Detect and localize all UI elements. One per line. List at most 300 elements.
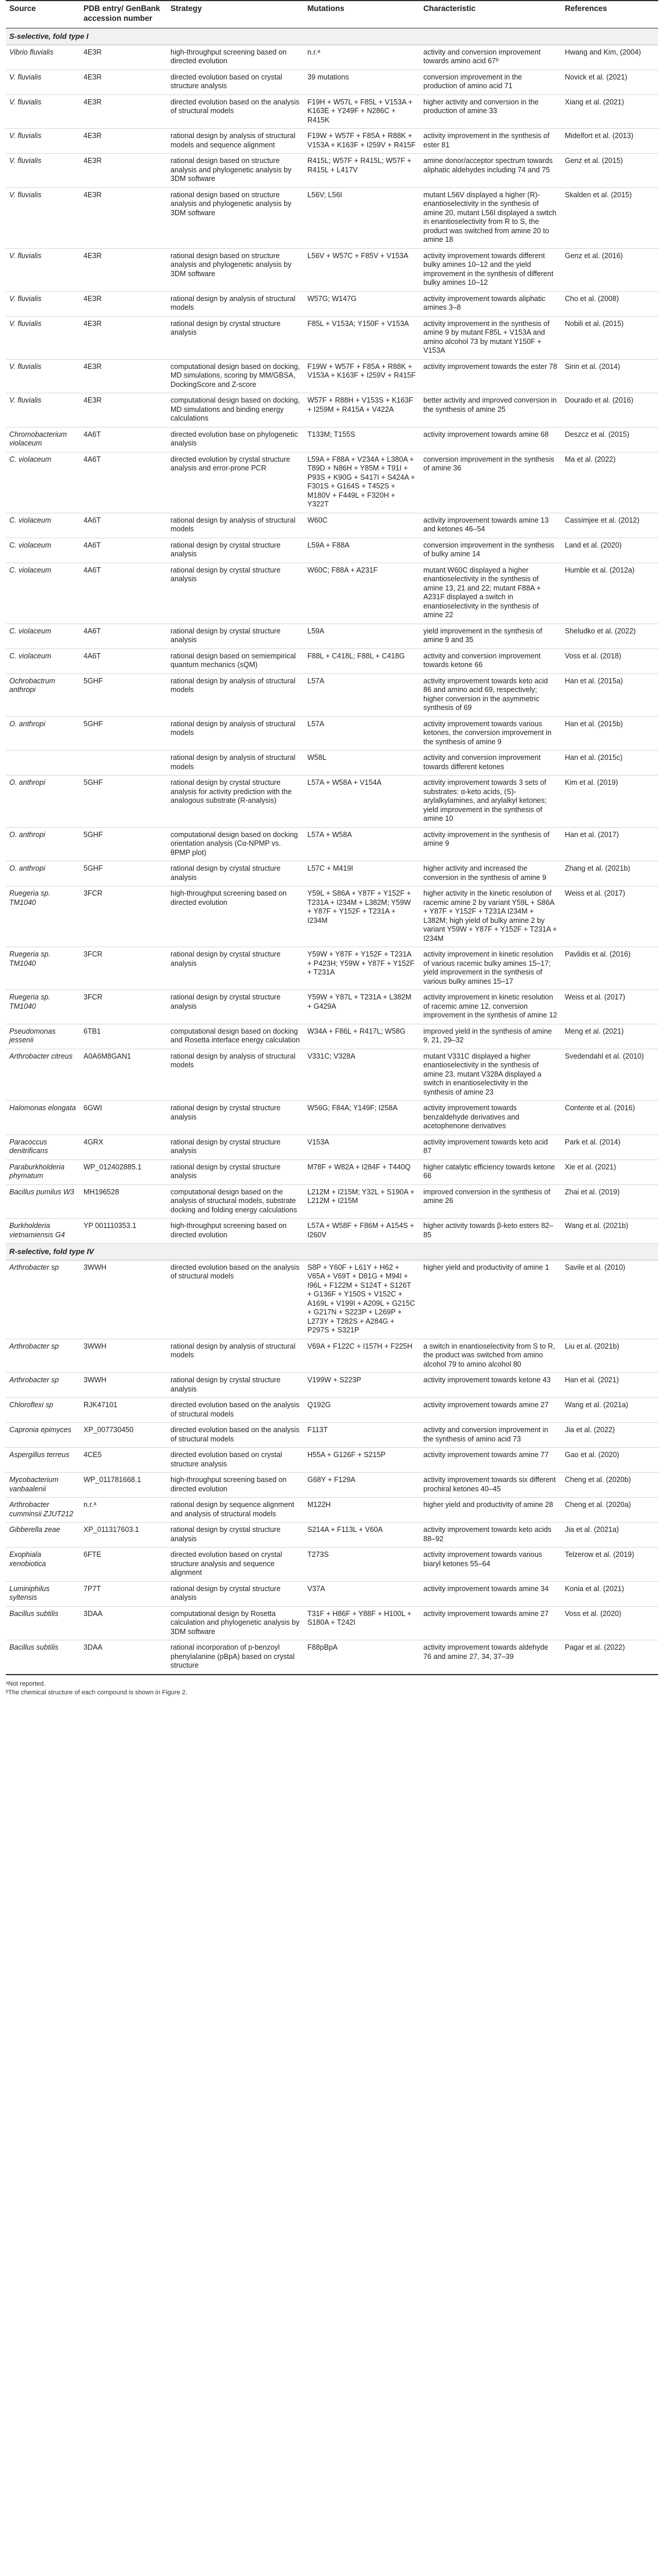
table-row: [6, 648, 658, 673]
cell-strategy: rational design based on structure analysis and phylogenetic analysis by 3DM software: [167, 154, 304, 188]
cell-reference: Telzerow et al. (2019): [561, 1548, 658, 1582]
header-mutations: Mutations: [304, 1, 420, 28]
table-row: [6, 154, 658, 188]
table-row: [6, 1260, 658, 1339]
cell-reference: Sheludko et al. (2022): [561, 624, 658, 648]
cell-accession: 6TB1: [80, 1024, 167, 1049]
cell-characteristic: higher activity towards β-keto esters 82–85: [420, 1219, 561, 1244]
cell-strategy: rational design by crystal structure analysis: [167, 538, 304, 563]
cell-accession: 4E3R: [80, 95, 167, 129]
table-row: [6, 1219, 658, 1244]
cell-reference: Genz et al. (2015): [561, 154, 658, 188]
cell-accession: 4E3R: [80, 187, 167, 248]
cell-source: V. fluvialis: [6, 359, 80, 393]
cell-accession: 3WWH: [80, 1260, 167, 1339]
cell-reference: Gao et al. (2020): [561, 1448, 658, 1473]
header-row: [6, 1, 658, 28]
cell-strategy: directed evolution based on crystal structure analysis: [167, 1448, 304, 1473]
cell-mutations: R415L; W57F + R415L; W57F + R415L + L417V: [304, 154, 420, 188]
cell-mutations: V153A: [304, 1135, 420, 1160]
cell-source: Pseudomonas jessenii: [6, 1024, 80, 1049]
cell-source: V. fluvialis: [6, 154, 80, 188]
cell-mutations: W60C: [304, 513, 420, 538]
cell-characteristic: conversion improvement in the synthesis of amine 36: [420, 452, 561, 513]
cell-reference: Voss et al. (2020): [561, 1606, 658, 1640]
table-row: [6, 513, 658, 538]
table-row: [6, 1606, 658, 1640]
cell-characteristic: activity improvement towards keto acid 87: [420, 1135, 561, 1160]
cell-mutations: M122H: [304, 1498, 420, 1523]
cell-characteristic: better activity and improved conversion in the synthesis of amine 25: [420, 393, 561, 427]
cell-characteristic: amine donor/acceptor spectrum towards aliphatic aldehydes including 74 and 75: [420, 154, 561, 188]
cell-accession: 3FCR: [80, 990, 167, 1024]
cell-reference: Jia et al. (2022): [561, 1423, 658, 1448]
cell-source: Chromobacterium violaceum: [6, 427, 80, 452]
cell-characteristic: activity and conversion improvement in the synthesis of amino acid 73: [420, 1423, 561, 1448]
table-row: [6, 1373, 658, 1398]
cell-mutations: Y59W + Y87L + T231A + L382M + G429A: [304, 990, 420, 1024]
cell-mutations: L57A: [304, 673, 420, 716]
cell-mutations: L57A + W58F + F86M + A154S + I260V: [304, 1219, 420, 1244]
cell-accession: 4E3R: [80, 316, 167, 359]
cell-reference: Wang et al. (2021a): [561, 1398, 658, 1423]
cell-characteristic: activity improvement towards different bulky amines 10–12 and the yield improvement in the synthesis of different bulky amines 10–12: [420, 248, 561, 291]
cell-characteristic: activity improvement towards amine 77: [420, 1448, 561, 1473]
table-row: [6, 1398, 658, 1423]
cell-mutations: F85L + V153A; Y150F + V153A: [304, 316, 420, 359]
cell-characteristic: activity improvement towards aliphatic amines 3–8: [420, 291, 561, 316]
cell-strategy: rational design by crystal structure analysis: [167, 861, 304, 886]
cell-characteristic: activity improvement towards six different prochiral ketones 40–45: [420, 1473, 561, 1498]
cell-mutations: W56G; F84A; Y149F; I258A: [304, 1101, 420, 1135]
cell-source: Arthrobacter sp: [6, 1339, 80, 1373]
cell-reference: Xie et al. (2021): [561, 1160, 658, 1184]
table-row: [6, 359, 658, 393]
cell-source: Paracoccus denitrificans: [6, 1135, 80, 1160]
cell-source: Paraburkholderia phymatum: [6, 1160, 80, 1184]
table-row: [6, 1184, 658, 1219]
cell-accession: 4E3R: [80, 248, 167, 291]
cell-accession: 3WWH: [80, 1373, 167, 1398]
table-row: [6, 1498, 658, 1523]
cell-source: C. violaceum: [6, 624, 80, 648]
cell-source: Arthrobacter sp: [6, 1373, 80, 1398]
cell-accession: 7P7T: [80, 1581, 167, 1606]
cell-characteristic: mutant V331C displayed a higher enantioselectivity in the synthesis of amine 23, mutant V328A displayed a switch in enantioselectivity in the synthesis of amine 23: [420, 1049, 561, 1101]
cell-source: Mycobacterium vanbaalenii: [6, 1473, 80, 1498]
cell-characteristic: higher catalytic efficiency towards ketone 66: [420, 1160, 561, 1184]
table-row: [6, 316, 658, 359]
cell-source: V. fluvialis: [6, 70, 80, 95]
cell-mutations: W57F + R88H + V153S + K163F + I259M + R415A + V422A: [304, 393, 420, 427]
cell-accession: 3DAA: [80, 1640, 167, 1675]
cell-accession: WP_012402885.1: [80, 1160, 167, 1184]
cell-reference: Liu et al. (2021b): [561, 1339, 658, 1373]
cell-characteristic: higher activity in the kinetic resolution of racemic amine 2 by variant Y59L + S86A + Y87F + Y152F + T231A I234M + L382M; high yield of bulky amine 2 by variant Y59W + Y87F + Y152F + T231A + I234M: [420, 886, 561, 947]
cell-mutations: Y59L + S86A + Y87F + Y152F + T231A + I234M + L382M; Y59W + Y87F + Y152F + T231A + I234M: [304, 886, 420, 947]
cell-accession: MH196528: [80, 1184, 167, 1219]
cell-mutations: L57A + W58A + V154A: [304, 776, 420, 828]
cell-characteristic: activity improvement towards amine 68: [420, 427, 561, 452]
cell-accession: XP_011317603.1: [80, 1523, 167, 1548]
cell-source: Gibberella zeae: [6, 1523, 80, 1548]
table-row: [6, 1523, 658, 1548]
table-row: [6, 1049, 658, 1101]
cell-source: Burkholderia vietnamiensis G4: [6, 1219, 80, 1244]
cell-strategy: rational design by analysis of structural models: [167, 716, 304, 751]
table-row: [6, 70, 658, 95]
cell-mutations: M78F + W82A + I284F + T440Q: [304, 1160, 420, 1184]
table-row: [6, 776, 658, 828]
cell-accession: 3DAA: [80, 1606, 167, 1640]
cell-mutations: 39 mutations: [304, 70, 420, 95]
cell-mutations: W57G; W147G: [304, 291, 420, 316]
cell-strategy: directed evolution based on the analysis of structural models: [167, 1260, 304, 1339]
cell-accession: YP 001110353.1: [80, 1219, 167, 1244]
cell-source: C. violaceum: [6, 563, 80, 624]
section-title: S-selective, fold type I: [6, 28, 658, 45]
cell-characteristic: activity improvement towards amine 27: [420, 1398, 561, 1423]
cell-accession: 4E3R: [80, 70, 167, 95]
cell-strategy: rational design by crystal structure analysis: [167, 1101, 304, 1135]
cell-source: V. fluvialis: [6, 95, 80, 129]
cell-reference: Wang et al. (2021b): [561, 1219, 658, 1244]
cell-source: V. fluvialis: [6, 316, 80, 359]
header-characteristic: Characteristic: [420, 1, 561, 28]
cell-reference: Konia et al. (2021): [561, 1581, 658, 1606]
cell-characteristic: activity improvement towards amine 34: [420, 1581, 561, 1606]
cell-characteristic: yield improvement in the synthesis of amine 9 and 35: [420, 624, 561, 648]
cell-source: Bacillus pumilus W3: [6, 1184, 80, 1219]
cell-source: Aspergillus terreus: [6, 1448, 80, 1473]
cell-accession: A0A6M8GAN1: [80, 1049, 167, 1101]
cell-mutations: V199W + S223P: [304, 1373, 420, 1398]
cell-characteristic: a switch in enantioselectivity from S to R, the product was switched from amino alcohol 79 to amino alcohol 80: [420, 1339, 561, 1373]
cell-accession: 4A6T: [80, 538, 167, 563]
cell-reference: Han et al. (2015c): [561, 751, 658, 776]
mutations-table: [6, 0, 658, 1675]
cell-strategy: rational design by analysis of structural models: [167, 673, 304, 716]
cell-accession: 4CE5: [80, 1448, 167, 1473]
cell-reference: Weiss et al. (2017): [561, 990, 658, 1024]
table-row: [6, 248, 658, 291]
header-references: References: [561, 1, 658, 28]
cell-characteristic: activity and conversion improvement towards amino acid 67ᵇ: [420, 45, 561, 70]
cell-accession: 4A6T: [80, 427, 167, 452]
table-row: [6, 393, 658, 427]
cell-mutations: W60C; F88A + A231F: [304, 563, 420, 624]
cell-reference: Pagar et al. (2022): [561, 1640, 658, 1675]
cell-source: Ruegeria sp. TM1040: [6, 947, 80, 990]
cell-reference: Savile et al. (2010): [561, 1260, 658, 1339]
table-row: [6, 947, 658, 990]
cell-accession: 5GHF: [80, 673, 167, 716]
cell-strategy: rational design by crystal structure analysis: [167, 624, 304, 648]
cell-reference: Han et al. (2015b): [561, 716, 658, 751]
cell-mutations: L57C + M419I: [304, 861, 420, 886]
cell-reference: Midelfort et al. (2013): [561, 129, 658, 154]
cell-mutations: S214A + F113L + V60A: [304, 1523, 420, 1548]
cell-strategy: rational design by crystal structure analysis: [167, 990, 304, 1024]
cell-characteristic: higher yield and productivity of amine 1: [420, 1260, 561, 1339]
cell-strategy: high-throughput screening based on directed evolution: [167, 1473, 304, 1498]
cell-mutations: n.r.ᵃ: [304, 45, 420, 70]
section-header-row: [6, 1244, 658, 1260]
cell-mutations: F88L + C418L; F88L + C418G: [304, 648, 420, 673]
cell-strategy: rational design by crystal structure analysis: [167, 1581, 304, 1606]
header-strategy: Strategy: [167, 1, 304, 28]
cell-source: V. fluvialis: [6, 291, 80, 316]
cell-characteristic: activity improvement towards amine 13 and ketones 46–54: [420, 513, 561, 538]
cell-reference: Cassimjee et al. (2012): [561, 513, 658, 538]
cell-characteristic: activity improvement towards various ketones, the conversion improvement in the synthesis of amine 9: [420, 716, 561, 751]
cell-source: C. violaceum: [6, 538, 80, 563]
cell-accession: 4A6T: [80, 513, 167, 538]
cell-source: Ruegeria sp. TM1040: [6, 990, 80, 1024]
cell-source: V. fluvialis: [6, 187, 80, 248]
cell-strategy: rational design by analysis of structural models: [167, 751, 304, 776]
cell-source: Exophiala xenobiotica: [6, 1548, 80, 1582]
table-row: [6, 291, 658, 316]
cell-mutations: F113T: [304, 1423, 420, 1448]
cell-accession: 4E3R: [80, 129, 167, 154]
cell-source: Ochrobactrum anthropi: [6, 673, 80, 716]
cell-mutations: F19H + W57L + F85L + V153A + K163E + Y249F + N286C + R415K: [304, 95, 420, 129]
table-row: [6, 1581, 658, 1606]
cell-strategy: rational design by crystal structure analysis: [167, 1160, 304, 1184]
cell-strategy: rational design by crystal structure analysis for activity prediction with the analogous substrate (R-analysis): [167, 776, 304, 828]
table-row: [6, 427, 658, 452]
table-row: [6, 45, 658, 70]
cell-accession: RJK47101: [80, 1398, 167, 1423]
cell-reference: Ma et al. (2022): [561, 452, 658, 513]
cell-mutations: W58L: [304, 751, 420, 776]
table-row: [6, 1423, 658, 1448]
cell-reference: Han et al. (2017): [561, 827, 658, 861]
table-row: [6, 886, 658, 947]
cell-mutations: H55A + G126F + S215P: [304, 1448, 420, 1473]
cell-source: Arthrobacter cumminsii ZJUT212: [6, 1498, 80, 1523]
cell-mutations: V69A + F122C + I157H + F225H: [304, 1339, 420, 1373]
cell-reference: Han et al. (2021): [561, 1373, 658, 1398]
header-source: Source: [6, 1, 80, 28]
cell-reference: Zhang et al. (2021b): [561, 861, 658, 886]
table-row: [6, 95, 658, 129]
cell-accession: 6GWI: [80, 1101, 167, 1135]
table-row: [6, 1548, 658, 1582]
table-row: [6, 1473, 658, 1498]
cell-source: O. anthropi: [6, 861, 80, 886]
cell-accession: 4A6T: [80, 452, 167, 513]
cell-characteristic: improved yield in the synthesis of amine 9, 21, 29–32: [420, 1024, 561, 1049]
cell-source: V. fluvialis: [6, 248, 80, 291]
cell-mutations: L57A + W58A: [304, 827, 420, 861]
cell-strategy: rational design by sequence alignment and analysis of structural models: [167, 1498, 304, 1523]
table-body: [6, 28, 658, 1675]
table-row: [6, 187, 658, 248]
cell-source: Vibrio fluvialis: [6, 45, 80, 70]
cell-characteristic: activity improvement towards aldehyde 76 and amine 27, 34, 37–39: [420, 1640, 561, 1675]
cell-strategy: rational design based on semiempirical quantum mechanics (sQM): [167, 648, 304, 673]
cell-strategy: rational design by analysis of structural models: [167, 291, 304, 316]
cell-reference: Humble et al. (2012a): [561, 563, 658, 624]
cell-characteristic: conversion improvement in the synthesis of bulky amine 14: [420, 538, 561, 563]
cell-mutations: F19W + W57F + F85A + R88K + V153A + K163F + I259V + R415F: [304, 359, 420, 393]
cell-strategy: high-throughput screening based on directed evolution: [167, 886, 304, 947]
cell-source: Bacillus subtilis: [6, 1640, 80, 1675]
cell-strategy: directed evolution base on phylogenetic analysis: [167, 427, 304, 452]
table-row: [6, 1448, 658, 1473]
cell-reference: Pavlidis et al. (2016): [561, 947, 658, 990]
cell-accession: 4E3R: [80, 154, 167, 188]
cell-reference: Cheng et al. (2020b): [561, 1473, 658, 1498]
cell-source: Chloroflexi sp: [6, 1398, 80, 1423]
cell-accession: n.r.ᵃ: [80, 1498, 167, 1523]
cell-mutations: V331C; V328A: [304, 1049, 420, 1101]
cell-accession: WP_011781668.1: [80, 1473, 167, 1498]
cell-accession: 4A6T: [80, 648, 167, 673]
cell-characteristic: activity improvement in the synthesis of amine 9: [420, 827, 561, 861]
cell-strategy: rational design by crystal structure analysis: [167, 947, 304, 990]
cell-accession: [80, 751, 167, 776]
footnote: ᵇThe chemical structure of each compound is shown in Figure 2.: [6, 1689, 187, 1696]
cell-mutations: T273S: [304, 1548, 420, 1582]
cell-strategy: rational design by crystal structure analysis: [167, 316, 304, 359]
cell-reference: Hwang and Kim, (2004): [561, 45, 658, 70]
cell-source: Bacillus subtilis: [6, 1606, 80, 1640]
cell-strategy: high-throughput screening based on directed evolution: [167, 45, 304, 70]
cell-characteristic: activity and conversion improvement towards different ketones: [420, 751, 561, 776]
cell-source: Arthrobacter citreus: [6, 1049, 80, 1101]
cell-mutations: V37A: [304, 1581, 420, 1606]
cell-characteristic: activity improvement towards 3 sets of substrates: α-keto acids, (S)-arylalkylamines, and arylalkyl ketones; yield improvement in the synthesis of amine 10: [420, 776, 561, 828]
cell-characteristic: higher activity and conversion in the production of amine 33: [420, 95, 561, 129]
cell-reference: Zhai et al. (2019): [561, 1184, 658, 1219]
cell-strategy: rational design by analysis of structural models and sequence alignment: [167, 129, 304, 154]
cell-reference: Voss et al. (2018): [561, 648, 658, 673]
table-row: [6, 861, 658, 886]
cell-reference: Deszcz et al. (2015): [561, 427, 658, 452]
header-accession: PDB entry/ GenBank accession number: [80, 1, 167, 28]
cell-reference: Jia et al. (2021a): [561, 1523, 658, 1548]
cell-strategy: directed evolution based on the analysis of structural models: [167, 1423, 304, 1448]
cell-reference: Contente et al. (2016): [561, 1101, 658, 1135]
table-row: [6, 1640, 658, 1675]
table-row: [6, 538, 658, 563]
table-row: [6, 990, 658, 1024]
cell-characteristic: activity improvement towards amine 27: [420, 1606, 561, 1640]
cell-characteristic: activity improvement towards keto acid 86 and amino acid 69, respectively; higher conversion in the asymmetric synthesis of 69: [420, 673, 561, 716]
cell-mutations: G68Y + F129A: [304, 1473, 420, 1498]
cell-accession: 4E3R: [80, 45, 167, 70]
cell-reference: Kim et al. (2019): [561, 776, 658, 828]
cell-strategy: rational design by analysis of structural models: [167, 1339, 304, 1373]
cell-characteristic: activity improvement in the synthesis of ester 81: [420, 129, 561, 154]
cell-mutations: L57A: [304, 716, 420, 751]
cell-strategy: directed evolution based on crystal structure analysis: [167, 70, 304, 95]
cell-characteristic: activity improvement towards ketone 43: [420, 1373, 561, 1398]
section-header-row: [6, 28, 658, 45]
cell-strategy: rational design based on structure analysis and phylogenetic analysis by 3DM software: [167, 248, 304, 291]
cell-reference: Genz et al. (2016): [561, 248, 658, 291]
table-row: [6, 1135, 658, 1160]
cell-reference: Cheng et al. (2020a): [561, 1498, 658, 1523]
cell-mutations: L59A + F88A + V234A + L380A + T89D + N86H + Y85M + T91I + P93S + K90G + S417I + S424A + F301S + G164S + T452S + M180V + F449L + F320H + Y322T: [304, 452, 420, 513]
cell-source: Arthrobacter sp: [6, 1260, 80, 1339]
cell-reference: Cho et al. (2008): [561, 291, 658, 316]
cell-accession: 4E3R: [80, 359, 167, 393]
cell-strategy: computational design based on the analysis of structural models, substrate docking and folding energy calculations: [167, 1184, 304, 1219]
cell-mutations: L59A + F88A: [304, 538, 420, 563]
cell-mutations: F19W + W57F + F85A + R88K + V153A + K163F + I259V + R415F: [304, 129, 420, 154]
cell-source: C. violaceum: [6, 648, 80, 673]
cell-mutations: L212M + I215M; Y32L + S190A + L212M + I215M: [304, 1184, 420, 1219]
cell-reference: Dourado et al. (2016): [561, 393, 658, 427]
cell-source: V. fluvialis: [6, 129, 80, 154]
cell-mutations: T31F + H86F + Y88F + H100L + S180A + T242I: [304, 1606, 420, 1640]
cell-reference: Nobili et al. (2015): [561, 316, 658, 359]
cell-characteristic: activity improvement towards the ester 78: [420, 359, 561, 393]
cell-strategy: directed evolution by crystal structure analysis and error-prone PCR: [167, 452, 304, 513]
cell-strategy: rational design by crystal structure analysis: [167, 1523, 304, 1548]
cell-strategy: rational incorporation of p-benzoyl phenylalanine (pBpA) based on crystal structure: [167, 1640, 304, 1675]
cell-accession: XP_007730450: [80, 1423, 167, 1448]
cell-characteristic: higher activity and increased the conversion in the synthesis of amine 9: [420, 861, 561, 886]
cell-source: O. anthropi: [6, 776, 80, 828]
cell-accession: 3FCR: [80, 947, 167, 990]
cell-strategy: computational design by Rosetta calculation and phylogenetic analysis by 3DM software: [167, 1606, 304, 1640]
cell-characteristic: activity improvement towards benzaldehyde derivatives and acetophenone derivatives: [420, 1101, 561, 1135]
cell-source: C. violaceum: [6, 452, 80, 513]
cell-source: Capronia epimyces: [6, 1423, 80, 1448]
cell-accession: 3WWH: [80, 1339, 167, 1373]
cell-accession: 5GHF: [80, 716, 167, 751]
cell-strategy: rational design based on structure analysis and phylogenetic analysis by 3DM software: [167, 187, 304, 248]
cell-mutations: L56V; L56I: [304, 187, 420, 248]
table-row: [6, 1160, 658, 1184]
cell-source: O. anthropi: [6, 716, 80, 751]
table-row: [6, 624, 658, 648]
table-row: [6, 1101, 658, 1135]
table-row: [6, 751, 658, 776]
cell-source: [6, 751, 80, 776]
cell-reference: Han et al. (2015a): [561, 673, 658, 716]
cell-accession: 6FTE: [80, 1548, 167, 1582]
cell-characteristic: mutant L56V displayed a higher (R)-enantioselectivity in the synthesis of amine 20, mutant L56I displayed a switch in enantioselectivity from R to S, the product was switched from amine 20 to amine 18: [420, 187, 561, 248]
cell-strategy: rational design by crystal structure analysis: [167, 1135, 304, 1160]
cell-accession: 4A6T: [80, 624, 167, 648]
cell-strategy: computational design based on docking and Rosetta interface energy calculation: [167, 1024, 304, 1049]
cell-mutations: S8P + Y60F + L61Y + H62 + V65A + V69T + D81G + M94I + I96L + F122M + S124T + S126T + G136F + Y150S + V152C + A169L + V199I + A209L + G215C + G217N + S223P + L269P + L273Y + T282S + A284G + P297S + S321P: [304, 1260, 420, 1339]
cell-source: V. fluvialis: [6, 393, 80, 427]
cell-characteristic: activity and conversion improvement towards ketone 66: [420, 648, 561, 673]
section-title: R-selective, fold type IV: [6, 1244, 658, 1260]
cell-characteristic: activity improvement in the synthesis of amine 9 by mutant F85L + V153A and amino alcohol 73 by mutant Y150F + V153A: [420, 316, 561, 359]
cell-reference: Xiang et al. (2021): [561, 95, 658, 129]
cell-strategy: directed evolution based on crystal structure analysis and sequence alignment: [167, 1548, 304, 1582]
cell-mutations: W34A + F86L + R417L; W58G: [304, 1024, 420, 1049]
cell-strategy: rational design by analysis of structural models: [167, 513, 304, 538]
cell-accession: 4E3R: [80, 393, 167, 427]
cell-source: O. anthropi: [6, 827, 80, 861]
cell-strategy: rational design by analysis of structural models: [167, 1049, 304, 1101]
cell-source: Halomonas elongata: [6, 1101, 80, 1135]
cell-source: Luminiphilus syltensis: [6, 1581, 80, 1606]
table-row: [6, 673, 658, 716]
cell-mutations: Y59W + Y87F + Y152F + T231A + P423H; Y59W + Y87F + Y152F + T231A: [304, 947, 420, 990]
cell-reference: Novick et al. (2021): [561, 70, 658, 95]
cell-characteristic: improved conversion in the synthesis of amine 26: [420, 1184, 561, 1219]
